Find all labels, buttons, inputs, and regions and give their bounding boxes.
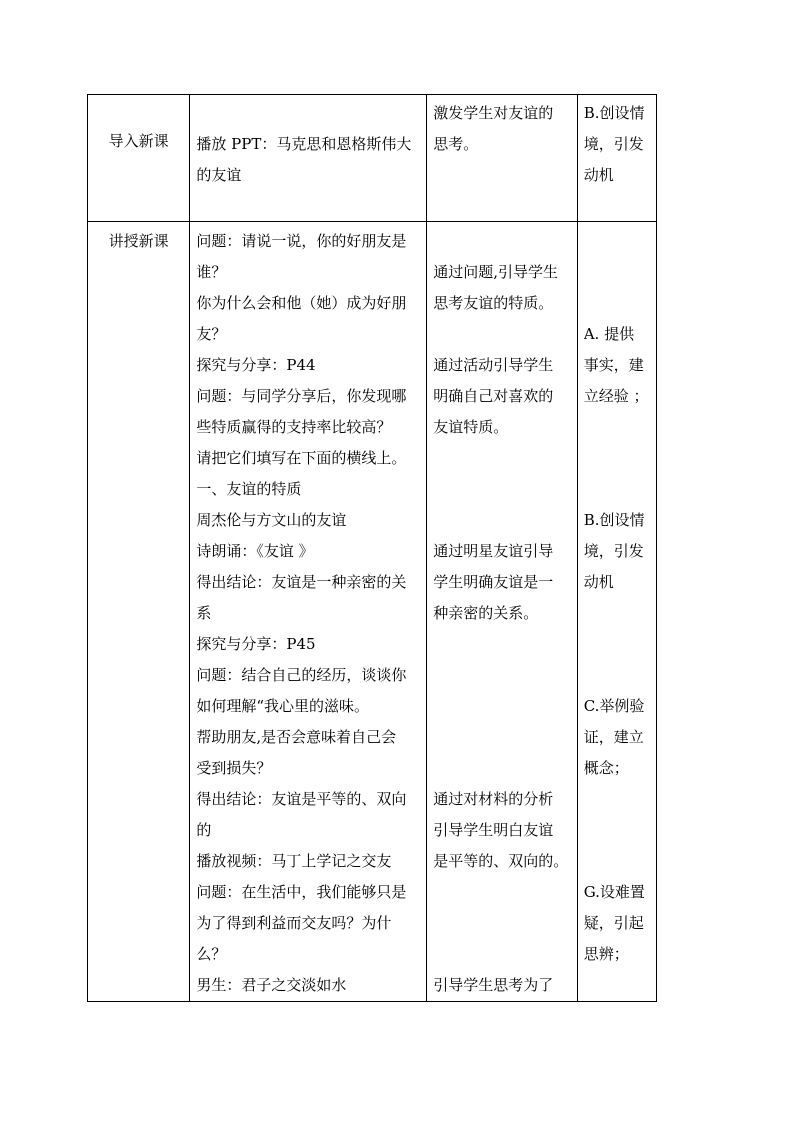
intent-line: 友谊特质。 <box>433 418 509 436</box>
intent-line: 通过对材料的分析 <box>433 790 554 808</box>
content-line: 播放 PPT：马克思和恩格斯伟大 <box>196 135 412 153</box>
method-line: 思辨； <box>583 945 629 963</box>
content-line: 请把它们填写在下面的横线上。 <box>196 449 407 467</box>
intent-line: 是平等的、双向的。 <box>433 852 569 870</box>
table-row-new-lesson <box>88 222 657 1002</box>
spacer <box>584 598 650 629</box>
intent-line: 引导学生明白友谊 <box>433 821 554 839</box>
spacer <box>433 443 571 474</box>
content-line: 问题：请说一说，你的好朋友是 <box>196 232 407 250</box>
spacer <box>584 288 650 319</box>
content-line: 为了得到利益而交友吗？为什 <box>196 914 392 932</box>
intent-line: 通过问题,引导学生 <box>433 263 558 281</box>
spacer <box>433 908 571 939</box>
content-cell <box>190 95 427 222</box>
spacer <box>433 629 571 660</box>
spacer <box>584 257 650 288</box>
stage-label: 导入新课 <box>108 132 169 150</box>
method-line: 概念； <box>583 759 629 777</box>
spacer <box>433 939 571 970</box>
intent-line: 明确自己对喜欢的 <box>433 387 554 405</box>
method-line: 证，建立 <box>583 728 644 746</box>
method-line: B.创设情 <box>583 104 645 122</box>
intent-cell <box>427 95 578 222</box>
content-line: 周杰伦与方文山的友谊 <box>196 511 347 529</box>
method-line: 动机 <box>583 573 614 591</box>
content-line: 探究与分享：P44 <box>196 356 316 374</box>
method-line: G.设难置 <box>583 883 645 901</box>
content-line: 如何理解“我心里的滋味。 <box>196 697 370 715</box>
stage-cell <box>88 95 190 222</box>
intent-line: 学生明确友谊是一 <box>433 573 554 591</box>
spacer <box>433 660 571 691</box>
spacer <box>433 474 571 505</box>
intent-cell <box>427 222 578 1002</box>
stage-cell <box>88 222 190 1002</box>
content-line: 播放视频：马丁上学记之交友 <box>196 852 392 870</box>
content-line: 一、友谊的特质 <box>196 480 302 498</box>
intent-line: 思考。 <box>433 135 479 153</box>
method-line: 境，引发 <box>583 135 644 153</box>
spacer <box>584 412 650 443</box>
intent-line: 思考友谊的特质。 <box>433 294 554 312</box>
content-line: 的 <box>196 821 212 839</box>
method-line: 事实，建 <box>583 356 644 374</box>
spacer <box>433 877 571 908</box>
intent-line: 通过明星友谊引导 <box>433 542 554 560</box>
method-line: A. 提供 <box>583 325 635 343</box>
method-line: B.创设情 <box>583 511 645 529</box>
content-cell <box>190 222 427 1002</box>
stage-label: 讲授新课 <box>108 232 169 250</box>
content-line: 受到损失？ <box>196 759 272 777</box>
spacer <box>433 319 571 350</box>
spacer <box>584 443 650 474</box>
spacer <box>584 815 650 846</box>
content-line: 的友谊 <box>196 166 242 184</box>
table-row-intro <box>88 95 657 222</box>
content-line: 得出结论：友谊是一种亲密的关 <box>196 573 407 591</box>
intent-line: 通过活动引导学生 <box>433 356 554 374</box>
content-line: 探究与分享：P45 <box>196 635 316 653</box>
intent-line: 种亲密的关系。 <box>433 604 539 622</box>
method-line: 动机 <box>583 166 614 184</box>
method-line: C.举例验 <box>583 697 645 715</box>
content-line: 男生：君子之交淡如水 <box>196 976 347 994</box>
method-line: 立经验 ； <box>583 387 649 405</box>
content-line: 友？ <box>196 325 227 343</box>
content-line: 谁？ <box>196 263 227 281</box>
spacer <box>433 226 571 257</box>
content-line: 问题：在生活中，我们能够只是 <box>196 883 407 901</box>
content-line: 诗朗诵：《友谊 》 <box>196 542 314 560</box>
spacer <box>584 660 650 691</box>
content-line: 问题：结合自己的经历，谈谈你 <box>196 666 407 684</box>
spacer <box>433 753 571 784</box>
spacer <box>433 722 571 753</box>
spacer <box>584 846 650 877</box>
content-line: 些特质赢得的支持率比较高？ <box>196 418 392 436</box>
intent-line: 引导学生思考为了 <box>433 976 554 994</box>
spacer <box>433 505 571 536</box>
spacer <box>584 226 650 257</box>
content-line: 系 <box>196 604 212 622</box>
content-line: 你为什么会和他（她）成为好朋 <box>196 294 407 312</box>
content-line: 帮助朋友,是否会意味着自己会 <box>196 728 397 746</box>
spacer <box>584 629 650 660</box>
lesson-plan-table <box>87 94 657 1002</box>
content-line: 得出结论：友谊是平等的、双向 <box>196 790 407 808</box>
content-line: 么？ <box>196 945 227 963</box>
spacer <box>584 784 650 815</box>
method-line: 疑，引起 <box>583 914 644 932</box>
intent-line: 激发学生对友谊的 <box>433 104 554 122</box>
method-cell <box>577 222 656 1002</box>
method-line: 境，引发 <box>583 542 644 560</box>
content-line: 问题：与同学分享后，你发现哪 <box>196 387 407 405</box>
spacer <box>584 474 650 505</box>
spacer <box>433 691 571 722</box>
method-cell <box>577 95 656 222</box>
